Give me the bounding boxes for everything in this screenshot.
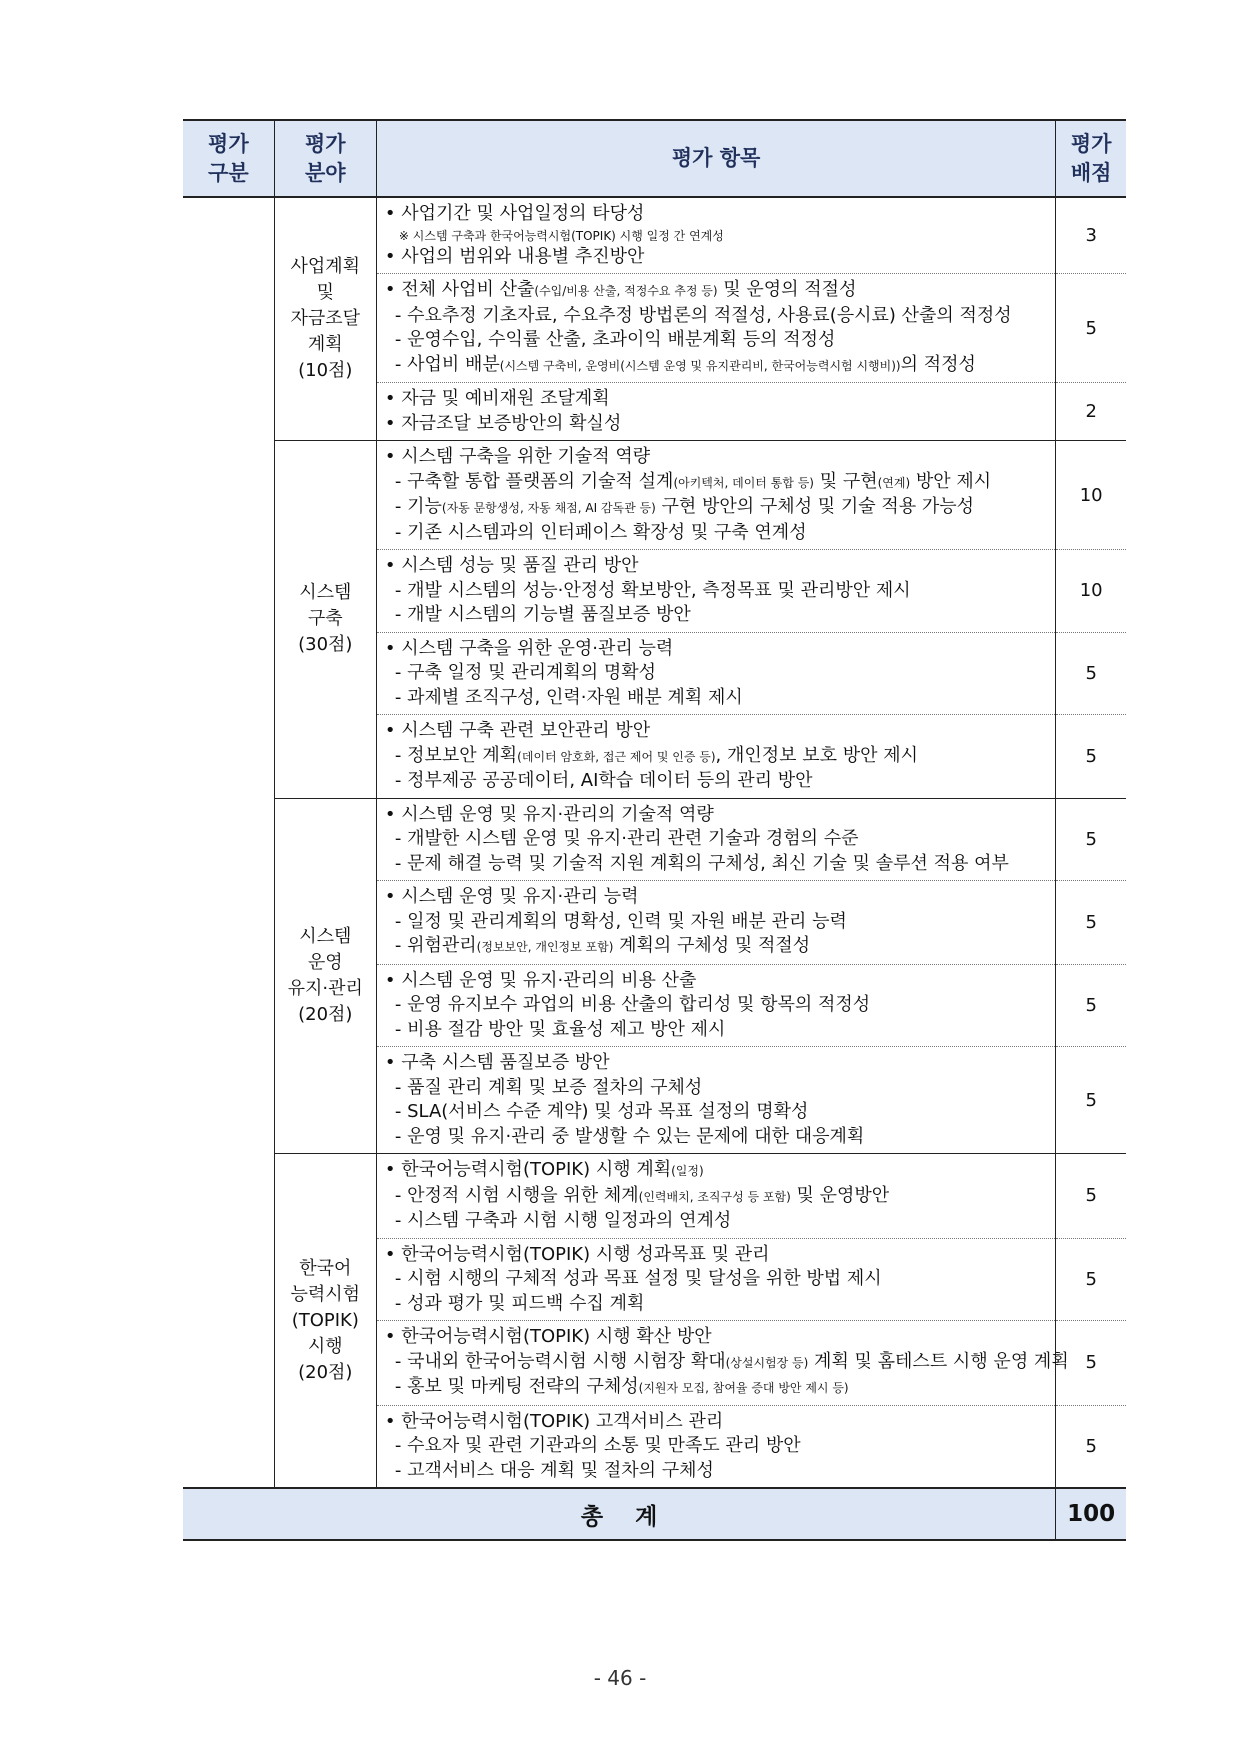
score-cell: 10: [1056, 441, 1126, 550]
item-cell: [376, 964, 1055, 1047]
item-bullet: • 사업기간 및 사업일정의 타당성: [384, 203, 645, 224]
criteria-row: [183, 197, 1126, 274]
item-annotation: (데이터 암호화, 접근 제어 및 인증 등): [517, 749, 716, 764]
item-text: • 전체 사업비 산출: [384, 279, 535, 300]
item-text: - 정보보안 계획: [394, 744, 518, 766]
score-cell: 10: [1056, 550, 1126, 633]
score-cell: 5: [1056, 1405, 1126, 1488]
item-cell: [376, 383, 1055, 441]
item-bullet: • 시스템 구축을 위한 운영·관리 능력: [384, 637, 674, 659]
item-text: 계획의 구체성 및 적절성: [613, 935, 811, 956]
item-subline: - 운영 유지보수 과업의 비용 산출의 합리성 및 항목의 적정성: [394, 994, 871, 1015]
score-cell: 5: [1056, 881, 1126, 965]
item-subline: - 개발한 시스템 운영 및 유지·관리 관련 기술과 경험의 수준: [394, 828, 859, 849]
item-subline: - 기존 시스템과의 인터페이스 확장성 및 구축 연계성: [394, 521, 807, 543]
item-text: • 한국어능력시험(TOPIK) 시행 계획: [384, 1159, 672, 1180]
score-cell: 5: [1056, 798, 1126, 881]
header-category: 평가 구분: [183, 120, 274, 197]
item-annotation: (정보보안, 개인정보 포함): [476, 940, 614, 954]
item-cell: [376, 1238, 1055, 1321]
item-text: 구현 방안의 구체성 및 기술 적용 가능성: [655, 496, 975, 517]
item-subline: [385, 1184, 1047, 1210]
item-cell: [376, 1405, 1055, 1488]
category-cell: [183, 197, 274, 1488]
total-row: [183, 1488, 1126, 1540]
item-cell: [376, 715, 1055, 799]
item-cell: [376, 632, 1055, 715]
item-text: - 위험관리: [394, 935, 477, 956]
item-bullet: • 시스템 성능 및 품질 관리 방안: [384, 555, 639, 576]
score-cell: 5: [1056, 274, 1126, 383]
item-text: - 사업비 배분: [394, 353, 500, 375]
item-annotation: (자동 문항생성, 자동 채점, AI 감독관 등): [441, 501, 656, 515]
item-bullet: • 자금조달 보증방안의 확실성: [384, 412, 622, 434]
item-subline: [385, 1375, 1047, 1401]
item-text: 및 구현: [813, 470, 878, 492]
item-cell: [376, 441, 1055, 550]
criteria-row: [183, 1154, 1126, 1239]
item-subline: - 품질 관리 계획 및 보증 절차의 구체성: [394, 1076, 703, 1098]
item-subline: - SLA(서비스 수준 계약) 및 성과 목표 설정의 명확성: [394, 1101, 809, 1122]
item-annotation: (상설시험장 등): [725, 1355, 809, 1370]
page-number: - 46 -: [593, 1666, 647, 1690]
item-text: - 국내외 한국어능력시험 시행 시험장 확대: [394, 1350, 726, 1372]
item-annotation: (지원자 모집, 참여율 증대 방안 제시 등): [638, 1381, 849, 1395]
item-subline: - 시스템 구축과 시험 시행 일정과의 연계성: [394, 1210, 732, 1231]
item-bullet: • 시스템 구축을 위한 기술적 역량: [384, 446, 651, 467]
item-subline: - 문제 해결 능력 및 기술적 지원 계획의 구체성, 최신 기술 및 솔루션 적용 여부: [394, 852, 1009, 874]
item-bullet: • 시스템 운영 및 유지·관리의 비용 산출: [384, 969, 697, 991]
item-subline: [385, 353, 1047, 379]
item-bullet: • 사업의 범위와 내용별 추진방안: [384, 245, 645, 267]
item-subline: - 비용 절감 방안 및 효율성 제고 방안 제시: [394, 1018, 726, 1040]
item-subline: - 구축 일정 및 관리계획의 명확성: [394, 662, 657, 683]
item-text: , 개인정보 보호 방안 제시: [715, 744, 919, 766]
item-annotation: (아키텍처, 데이터 통합 등): [673, 475, 814, 490]
score-cell: 5: [1056, 1321, 1126, 1406]
item-bullet: • 시스템 운영 및 유지·관리 능력: [384, 886, 639, 907]
item-subline: - 시험 시행의 구체적 성과 목표 설정 및 달성을 위한 방법 제시: [394, 1268, 882, 1289]
item-subline: - 개발 시스템의 성능·안정성 확보방안, 측정목표 및 관리방안 제시: [394, 579, 911, 601]
item-subline: - 수요자 및 관련 기관과의 소통 및 만족도 관리 방안: [394, 1435, 801, 1456]
field-label: 한국어 능력시험 (TOPIK) 시행 (20점): [290, 1257, 361, 1383]
item-bullet: • 한국어능력시험(TOPIK) 시행 성과목표 및 관리: [384, 1243, 770, 1265]
item-subline: - 고객서비스 대응 계획 및 절차의 구체성: [394, 1459, 714, 1481]
item-cell: [376, 881, 1055, 965]
criteria-row: [183, 441, 1126, 550]
item-text: - 홍보 및 마케팅 전략의 구체성: [394, 1376, 639, 1397]
field-cell: [274, 197, 376, 441]
score-cell: 3: [1056, 197, 1126, 274]
item-bullet: • 시스템 운영 및 유지·관리의 기술적 역량: [384, 803, 714, 825]
item-subline: - 운영 및 유지·관리 중 발생할 수 있는 문제에 대한 대응계획: [394, 1125, 865, 1147]
item-bullet: [385, 278, 1047, 304]
field-cell: [274, 798, 376, 1154]
item-text: 계획 및 홈테스트 시행 운영 계획: [808, 1350, 1069, 1372]
item-annotation: (시스템 구축비, 운영비(시스템 운영 및 유지관리비, 한국어능력시험 시행비)): [499, 358, 901, 373]
item-text: 의 적정성: [900, 353, 976, 375]
item-annotation: (연계): [877, 475, 911, 490]
total-label: 총 계: [183, 1488, 1056, 1540]
item-text: 방안 제시: [910, 470, 992, 492]
item-text: 및 운영의 적절성: [717, 279, 857, 300]
item-bullet: • 시스템 구축 관련 보안관리 방안: [384, 720, 651, 741]
item-text: - 구축할 통합 플랫폼의 기술적 설계: [394, 470, 674, 492]
item-annotation: (인력배치, 조직구성 등 포함): [638, 1189, 791, 1204]
item-annotation: (수입/비용 산출, 적정수요 추정 등): [534, 284, 718, 298]
item-cell: [376, 197, 1055, 274]
item-bullet: [385, 1158, 1047, 1184]
field-label: 시스템 구축 (30점): [298, 582, 353, 656]
field-cell: [274, 441, 376, 799]
item-subline: - 성과 평가 및 피드백 수집 계획: [394, 1292, 645, 1314]
total-score: 100: [1056, 1488, 1126, 1540]
item-text: 및 운영방안: [790, 1184, 890, 1206]
header-row: [183, 120, 1126, 197]
item-note: ※ 시스템 구축과 한국어능력시험(TOPIK) 시행 일정 간 연계성: [398, 228, 724, 243]
item-bullet: • 구축 시스템 품질보증 방안: [384, 1052, 610, 1073]
header-score: 평가 배점: [1056, 120, 1126, 197]
item-text: - 안정적 시험 시행을 위한 체계: [394, 1184, 639, 1206]
evaluation-criteria-table: [183, 119, 1126, 1541]
item-subline: - 과제별 조직구성, 인력·자원 배분 계획 제시: [394, 686, 743, 708]
item-cell: [376, 1047, 1055, 1154]
score-cell: 5: [1056, 1154, 1126, 1239]
item-text: - 기능: [394, 496, 442, 517]
score-cell: 5: [1056, 632, 1126, 715]
score-cell: 5: [1056, 715, 1126, 799]
item-subline: - 수요추정 기초자료, 수요추정 방법론의 적절성, 사용료(응시료) 산출의 적정성: [394, 304, 1012, 326]
score-cell: 5: [1056, 964, 1126, 1047]
evaluation-table-container: [183, 119, 1126, 1541]
item-cell: [376, 798, 1055, 881]
field-cell: [274, 1154, 376, 1489]
item-cell: [376, 1154, 1055, 1239]
item-cell: [376, 550, 1055, 633]
item-bullet: • 한국어능력시험(TOPIK) 시행 확산 방안: [384, 1326, 712, 1347]
item-cell: [376, 1321, 1069, 1406]
item-subline: [385, 495, 1047, 521]
field-label: 사업계획 및 자금조달 계획 (10점): [290, 256, 361, 381]
item-subline: - 운영수입, 수익률 산출, 초과이익 배분계획 등의 적정성: [394, 329, 836, 350]
header-items: 평가 항목: [376, 120, 1055, 197]
item-subline: - 개발 시스템의 기능별 품질보증 방안: [394, 604, 691, 625]
item-subline: - 정부제공 공공데이터, AI학습 데이터 등의 관리 방안: [394, 770, 813, 791]
item-subline: [385, 744, 1047, 770]
item-bullet: • 자금 및 예비재원 조달계획: [384, 388, 610, 409]
item-subline: - 일정 및 관리계획의 명확성, 인력 및 자원 배분 관리 능력: [394, 910, 847, 932]
item-bullet: • 한국어능력시험(TOPIK) 고객서비스 관리: [384, 1410, 724, 1432]
score-cell: 5: [1056, 1238, 1126, 1321]
item-subline: [385, 1350, 1069, 1376]
item-subline: [385, 470, 1047, 496]
table-body: [183, 197, 1126, 1488]
item-annotation: (일정): [671, 1164, 704, 1178]
field-label: 시스템 운영 유지·관리 (20점): [287, 925, 363, 1025]
criteria-row: [183, 798, 1126, 881]
item-cell: [376, 274, 1055, 383]
score-cell: 5: [1056, 1047, 1126, 1154]
score-cell: 2: [1056, 383, 1126, 441]
header-field: 평가 분야: [274, 120, 376, 197]
item-subline: [385, 934, 1047, 960]
